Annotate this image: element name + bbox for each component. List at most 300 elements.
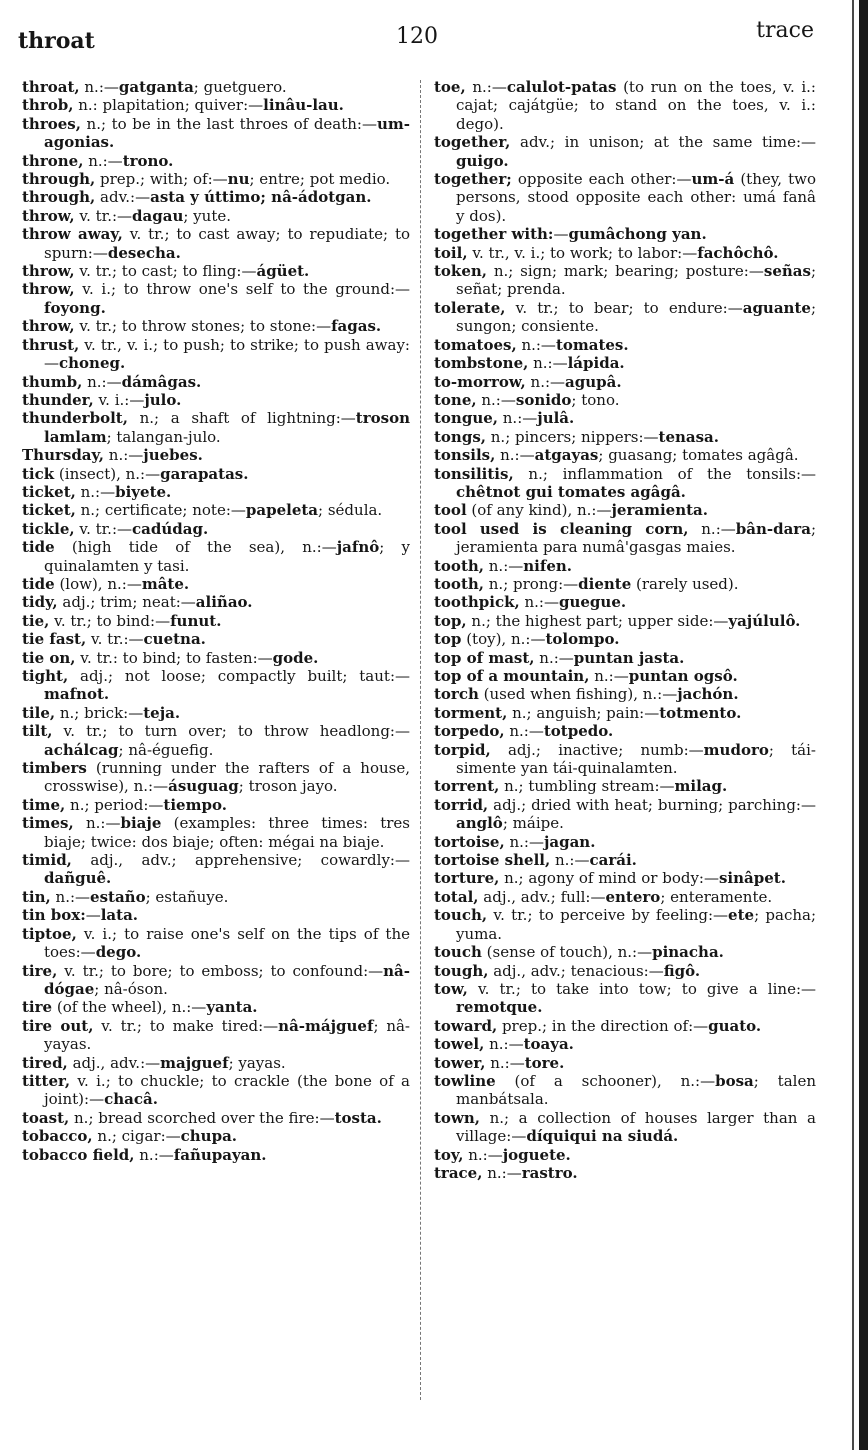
dictionary-entry: [22, 225, 410, 262]
entry-headword: throne,: [22, 151, 84, 170]
entry-equivalent: totmento.: [659, 703, 742, 722]
entry-definition: (low), n.:—: [54, 574, 142, 593]
entry-equivalent: nifen.: [523, 556, 572, 575]
dictionary-entry: [22, 262, 410, 280]
entry-equivalent: achálcag: [44, 740, 119, 759]
dictionary-entry: [22, 593, 410, 611]
entry-definition-tail: ; guetguero.: [193, 78, 287, 96]
entry-equivalent: tolompo.: [545, 630, 620, 649]
entry-definition-tail: ; y quinalamten y tasi.: [44, 538, 410, 575]
entry-definition: n.:—: [82, 372, 122, 391]
entry-headword: touch,: [434, 906, 488, 925]
entry-definition: v. tr.: to bind; to fasten:—: [75, 648, 273, 667]
entry-definition-tail: ; sédula.: [318, 501, 383, 520]
entry-definition: n.:—: [495, 446, 535, 465]
dictionary-entry: [434, 1164, 816, 1182]
dictionary-entry: [22, 630, 410, 648]
entry-equivalent: guato.: [708, 1016, 762, 1035]
entry-headword: throes,: [22, 114, 81, 133]
entry-definition-tail: ; yute.: [183, 206, 231, 225]
dictionary-entry: [22, 520, 410, 538]
dictionary-entry: [434, 501, 816, 519]
entry-definition: n.; a collection of houses larger than a village:—: [456, 1108, 816, 1146]
entry-headword: throw,: [22, 280, 75, 299]
entry-equivalent: rastro.: [521, 1163, 578, 1182]
entry-equivalent: tomates.: [555, 335, 629, 354]
dictionary-entry: [434, 409, 816, 427]
entry-definition: (of the wheel), n.:—: [52, 998, 207, 1017]
entry-equivalent: sinâpet.: [718, 869, 786, 888]
dictionary-entry: [22, 373, 410, 391]
entry-equivalent: aguante: [742, 298, 811, 317]
entry-equivalent: um-agonias.: [44, 114, 410, 152]
entry-definition: n.:—: [465, 78, 507, 96]
entry-equivalent: jafnô: [336, 538, 380, 557]
entry-equivalent: funut.: [170, 611, 222, 630]
entry-equivalent: jeramienta.: [611, 501, 708, 520]
dictionary-entry: [22, 280, 410, 317]
dictionary-entry: [22, 446, 410, 464]
entry-headword: total,: [434, 887, 479, 906]
entry-definition: n.; to be in the last throes of death:—: [80, 114, 377, 133]
entry-headword: tongs,: [434, 427, 486, 446]
dictionary-entry: [434, 428, 816, 446]
entry-definition: v. tr.:—: [74, 519, 132, 538]
entry-definition-tail: ; guasang; tomates agâgâ.: [598, 446, 799, 465]
entry-equivalent: julâ.: [537, 409, 575, 428]
entry-definition-tail: ; sungon; consiente.: [456, 298, 816, 336]
entry-headword: tire: [22, 998, 53, 1017]
entry-headword: tonsilitis,: [434, 464, 514, 483]
entry-equivalent: teja.: [143, 703, 181, 722]
entry-definition: v. tr.; to cast away; to repudiate; to spurn:—: [44, 225, 410, 262]
dictionary-entry: [22, 851, 410, 888]
dictionary-entry: [22, 704, 410, 722]
entry-definition: n.:—: [688, 519, 736, 538]
dictionary-entry: [434, 612, 816, 630]
entry-definition: n.; agony of mind or body:—: [499, 869, 719, 888]
entry-headword: tight,: [22, 667, 69, 685]
entry-equivalent: mâte.: [141, 574, 190, 593]
entry-equivalent: tore.: [524, 1053, 565, 1072]
entry-definition-tail: ; yayas.: [228, 1053, 286, 1072]
dictionary-entry: [434, 980, 816, 1017]
entry-headword: towel,: [434, 1035, 485, 1054]
entry-equivalent: gumâchong yan.: [568, 225, 707, 244]
entry-headword: tongue,: [434, 409, 498, 428]
dictionary-entry: [434, 962, 816, 980]
entry-equivalent: díquiqui na siudá.: [526, 1127, 679, 1146]
entry-definition: n.:—: [589, 667, 629, 685]
dictionary-entry: [22, 207, 410, 225]
entry-definition: (running under the rafters of a house, crosswise), n.:—: [44, 759, 410, 796]
entry-equivalent: lata.: [100, 906, 139, 925]
running-head: [18, 18, 814, 58]
dictionary-entry: [22, 115, 410, 152]
dictionary-entry: [434, 354, 816, 372]
entry-headword: tone,: [434, 390, 477, 409]
entry-definition: n.:—: [528, 354, 568, 373]
entry-definition: n.; sign; mark; bearing; posture:—: [487, 262, 764, 281]
entry-definition: n.:—: [476, 390, 516, 409]
entry-definition: v. tr.; to take into tow; to give a line:—: [467, 979, 816, 998]
dictionary-entry: [434, 520, 816, 557]
entry-headword: tool used is cleaning corn,: [434, 519, 689, 538]
entry-headword: tie on,: [22, 648, 76, 667]
entry-equivalent: mafnot.: [44, 685, 110, 704]
dictionary-entry: [434, 1072, 816, 1109]
entry-equivalent: estaño: [90, 887, 146, 906]
entry-equivalent: um-á: [691, 170, 735, 189]
entry-headword: top: [434, 630, 462, 649]
entry-definition: n.:—: [134, 1145, 174, 1164]
entry-definition: n.; the highest part; upper side:—: [466, 611, 729, 630]
entry-equivalent: dagau: [132, 206, 184, 225]
dictionary-entry: [22, 575, 410, 593]
entry-definition: v. tr., v. i.; to work; to labor:—: [467, 243, 698, 262]
entry-headword: throb,: [22, 96, 74, 115]
entry-definition: adj.; inactive; numb:—: [490, 740, 704, 759]
entry-headword: torrid,: [434, 795, 489, 814]
entry-equivalent: biaje: [120, 814, 162, 833]
entry-definition: n.; pincers; nippers:—: [486, 427, 659, 446]
entry-definition: v. tr.:—: [86, 630, 144, 649]
entry-headword: together,: [434, 133, 511, 152]
dictionary-entry: [434, 78, 816, 133]
dictionary-entry: [434, 833, 816, 851]
entry-headword: timid,: [22, 851, 72, 870]
entry-headword: tide: [22, 538, 55, 557]
dictionary-entry: [434, 262, 816, 299]
entry-definition: n.:—: [519, 593, 559, 612]
dictionary-entry: [22, 1072, 410, 1109]
entry-headword: torpid,: [434, 740, 491, 759]
dictionary-entry: [22, 188, 410, 206]
entry-definition: n.; brick:—: [55, 703, 144, 722]
dictionary-entry: [22, 796, 410, 814]
entry-headword: tolerate,: [434, 298, 506, 317]
entry-equivalent: diente: [578, 574, 632, 593]
dictionary-entry: [434, 465, 816, 502]
entry-equivalent: cadúdag.: [132, 519, 209, 538]
entry-equivalent: pinacha.: [652, 943, 724, 962]
entry-equivalent: choneg.: [59, 354, 126, 373]
entry-headword: toil,: [434, 243, 468, 262]
entry-definition: adv.:—: [95, 188, 151, 207]
entry-definition: (used when fishing), n.:—: [478, 685, 678, 704]
entry-equivalent: puntan jasta.: [573, 648, 685, 667]
entry-definition: (high tide of the sea), n.:—: [54, 538, 337, 557]
dictionary-entry: [434, 133, 816, 170]
entry-definition: adj., adv.; full:—: [478, 887, 606, 906]
dictionary-entry: [434, 685, 816, 703]
dictionary-entry: [434, 299, 816, 336]
page-number: 120: [396, 24, 438, 49]
entry-equivalent: sonido: [515, 390, 572, 409]
entry-definition: n.:—: [498, 409, 538, 428]
entry-definition: n.:—: [516, 335, 556, 354]
dictionary-entry: [22, 78, 410, 96]
entry-definition: n.:—: [104, 446, 144, 465]
entry-headword: town,: [434, 1108, 480, 1127]
entry-headword: touch: [434, 943, 482, 962]
dictionary-entry: [22, 483, 410, 501]
entry-headword: tin box:: [22, 906, 86, 925]
entry-definition: n.; certificate; note:—: [75, 501, 246, 520]
entry-definition-tail: ; talen manbátsala.: [456, 1071, 816, 1109]
entry-headword: tie,: [22, 611, 50, 630]
entry-definition-tail: ; tái-simente yan tái-quinalamten.: [456, 740, 816, 778]
entry-headword: toothpick,: [434, 593, 520, 612]
dictionary-entry: [22, 925, 410, 962]
dictionary-entry: [434, 741, 816, 778]
dictionary-entry: [22, 391, 410, 409]
entry-definition-tail: ; talangan-julo.: [106, 427, 221, 446]
entry-headword: ticket,: [22, 501, 76, 520]
entry-equivalent: mudoro: [703, 740, 769, 759]
entry-headword: throat,: [22, 78, 80, 96]
entry-definition: n.; period:—: [65, 795, 164, 814]
entry-equivalent: agupâ.: [565, 372, 622, 391]
entry-equivalent: tenasa.: [658, 427, 719, 446]
entry-headword: tonsils,: [434, 446, 496, 465]
entry-equivalent: calulot-patas: [506, 78, 617, 96]
entry-definition: n.: plapitation; quiver:—: [73, 96, 264, 115]
left-column: [22, 78, 410, 1418]
entry-headword: toward,: [434, 1016, 498, 1035]
entry-equivalent: foyong.: [44, 298, 106, 317]
dictionary-entry: [22, 962, 410, 999]
entry-headword: thunderbolt,: [22, 409, 128, 428]
dictionary-entry: [22, 667, 410, 704]
entry-equivalent: ásuguag: [168, 777, 239, 796]
entry-definition: (of any kind), n.:—: [466, 501, 612, 520]
dictionary-entry: [434, 1017, 816, 1035]
entry-definition-tail: ; señat; prenda.: [456, 262, 816, 299]
entry-definition: n.; a shaft of lightning:—: [127, 409, 356, 428]
entry-equivalent: chêtnot gui tomates agâgâ.: [456, 482, 686, 501]
entry-definition: opposite each other:—: [511, 170, 692, 189]
entry-headword: tooth,: [434, 556, 484, 575]
dictionary-entry: [22, 814, 410, 851]
entry-headword: tick: [22, 464, 55, 483]
entry-equivalent: troson lamlam: [44, 409, 410, 446]
dictionary-entry: [434, 888, 816, 906]
dictionary-entry: [434, 557, 816, 575]
entry-headword: together;: [434, 170, 512, 189]
entry-equivalent: chupa.: [180, 1127, 238, 1146]
entry-definition: v. i.; to throw one's self to the ground:—: [74, 280, 410, 299]
entry-equivalent: carái.: [589, 851, 637, 870]
entry-definition: n.:—: [79, 78, 119, 96]
dictionary-entry: [22, 998, 410, 1016]
entry-headword: tow,: [434, 979, 468, 998]
entry-headword: torment,: [434, 703, 508, 722]
dictionary-entry: [434, 906, 816, 943]
entry-definition: —: [553, 225, 569, 244]
entry-definition: v. i.; to chuckle; to crackle (the bone of a joint):—: [44, 1071, 410, 1109]
entry-equivalent: chacâ.: [104, 1090, 158, 1109]
dictionary-entry: [434, 225, 816, 243]
entry-definition: adj., adv.; apprehensive; cowardly:—: [71, 851, 410, 870]
dictionary-entry: [22, 336, 410, 373]
entry-equivalent: gatganta: [118, 78, 194, 96]
dictionary-entry: [434, 391, 816, 409]
entry-definition: v. tr.; to perceive by feeling:—: [487, 906, 729, 925]
dictionary-entry: [434, 630, 816, 648]
dictionary-entry: [22, 1054, 410, 1072]
entry-definition: n.:—: [485, 1053, 525, 1072]
entry-definition: v. tr., v. i.; to push; to strike; to push away:—: [44, 335, 410, 373]
entry-headword: tortoise shell,: [434, 851, 551, 870]
entry-headword: time,: [22, 795, 66, 814]
entry-definition: v. tr.; to make tired:—: [93, 1016, 279, 1035]
entry-equivalent: papeleta: [245, 501, 319, 520]
entry-definition: —: [85, 906, 101, 925]
entry-equivalent: remotque.: [456, 998, 543, 1017]
entry-headword: tower,: [434, 1053, 486, 1072]
entry-equivalent: figô.: [663, 961, 701, 980]
entry-equivalent: jagan.: [543, 832, 596, 851]
entry-definition: n.; cigar:—: [92, 1127, 181, 1146]
entry-definition: n.; bread scorched over the fire:—: [69, 1108, 335, 1127]
entry-definition: adj.; trim; neat:—: [57, 593, 196, 612]
entry-headword: top of a mountain,: [434, 667, 590, 685]
page-edge-rule-thin: [852, 0, 854, 1450]
entry-equivalent: tiempo.: [163, 795, 227, 814]
entry-headword: tire,: [22, 961, 58, 980]
entry-equivalent: puntan ogsô.: [628, 667, 738, 685]
entry-equivalent: ete: [728, 906, 755, 925]
dictionary-entry: [22, 759, 410, 796]
entry-headword: titter,: [22, 1071, 71, 1090]
right-column: [434, 78, 816, 1418]
dictionary-entry: [434, 943, 816, 961]
entry-definition: n.:—: [534, 648, 574, 667]
entry-equivalent: trono.: [122, 151, 174, 170]
entry-equivalent: señas: [763, 262, 811, 281]
entry-equivalent: milag.: [674, 777, 728, 796]
entry-equivalent: entero: [605, 887, 661, 906]
dictionary-entry: [434, 667, 816, 685]
dictionary-entry: [22, 649, 410, 667]
dictionary-entry: [434, 373, 816, 391]
entry-definition: v. tr.; to bear; to endure:—: [505, 298, 743, 317]
entry-equivalent: gode.: [272, 648, 319, 667]
entry-definition-tail: ; entre; pot medio.: [249, 170, 391, 189]
entry-definition-tail: ; enteramente.: [660, 887, 773, 906]
entry-headword: thunder,: [22, 390, 94, 409]
guide-word-left: throat: [18, 28, 95, 54]
entry-headword: torrent,: [434, 777, 500, 796]
dictionary-entry: [22, 1109, 410, 1127]
dictionary-entry: [434, 649, 816, 667]
entry-definition-tail: ; pacha; yuma.: [456, 906, 816, 943]
entry-headword: times,: [22, 814, 74, 833]
entry-headword: tie fast,: [22, 630, 87, 649]
entry-headword: tough,: [434, 961, 489, 980]
entry-equivalent: yanta.: [206, 998, 258, 1017]
entry-definition-tail: ; máipe.: [502, 814, 564, 833]
entry-definition: n.:—: [484, 1035, 524, 1054]
entry-headword: toe,: [434, 78, 466, 96]
entry-definition: adj., adv.; tenacious:—: [488, 961, 664, 980]
entry-headword: tickle,: [22, 519, 75, 538]
column-divider: [420, 80, 421, 1400]
dictionary-entry: [22, 1017, 410, 1054]
entry-definition: (insect), n.:—: [54, 464, 161, 483]
entry-equivalent: anglô: [456, 814, 503, 833]
entry-headword: tobacco field,: [22, 1145, 135, 1164]
dictionary-entry: [22, 1127, 410, 1145]
entry-headword: tin,: [22, 887, 51, 906]
entry-equivalent: tosta.: [334, 1108, 382, 1127]
entry-headword: tide: [22, 574, 55, 593]
entry-definition: n.:—: [73, 814, 121, 833]
entry-headword: towline: [434, 1071, 496, 1090]
entry-headword: thrust,: [22, 335, 80, 354]
dictionary-entry: [22, 465, 410, 483]
entry-equivalent: linâu-lau.: [263, 96, 344, 115]
entry-headword: top,: [434, 611, 467, 630]
dictionary-entry: [434, 1146, 816, 1164]
dictionary-entry: [22, 906, 410, 924]
entry-definition: adj.; not loose; compactly built; taut:—: [68, 667, 410, 685]
entry-headword: together with:: [434, 225, 554, 244]
entry-definition: (sense of touch), n.:—: [481, 943, 653, 962]
entry-headword: top of mast,: [434, 648, 535, 667]
entry-equivalent: joguete.: [502, 1145, 571, 1164]
entry-definition-tail: ; nâ-yayas.: [44, 1016, 410, 1054]
dictionary-entry: [22, 152, 410, 170]
entry-definition-tail: ; jeramienta para numâ'gasgas maies.: [456, 519, 816, 557]
entry-definition: n.:—: [482, 1163, 522, 1182]
entry-definition: n.; tumbling stream:—: [499, 777, 675, 796]
dictionary-entry: [434, 446, 816, 464]
entry-equivalent: dañguê.: [44, 869, 112, 888]
dictionary-entry: [434, 722, 816, 740]
dictionary-entry: [22, 409, 410, 446]
dictionary-entry: [434, 869, 816, 887]
entry-definition: v. tr.; to throw stones; to stone:—: [74, 317, 332, 336]
dictionary-entry: [22, 317, 410, 335]
entry-headword: throw,: [22, 262, 75, 281]
entry-definition: v. i.:—: [93, 390, 145, 409]
entry-equivalent: desecha.: [107, 243, 181, 262]
entry-headword: tile,: [22, 703, 56, 722]
dictionary-entry: [22, 612, 410, 630]
entry-definition-tail: ; nâ-éguefig.: [118, 740, 214, 759]
entry-headword: tire out,: [22, 1016, 94, 1035]
entry-headword: tired,: [22, 1053, 68, 1072]
entry-headword: trace,: [434, 1163, 483, 1182]
entry-headword: Thursday,: [22, 446, 105, 465]
entry-equivalent: yajúlulô.: [728, 611, 801, 630]
entry-definition: (of a schooner), n.:—: [495, 1071, 716, 1090]
dictionary-entry: [22, 170, 410, 188]
entry-equivalent: biyete.: [115, 482, 172, 501]
entry-headword: toast,: [22, 1108, 70, 1127]
entry-definition-tail: (rarely used).: [631, 574, 739, 593]
entry-definition: n.:—: [550, 851, 590, 870]
dictionary-entry: [434, 575, 816, 593]
dictionary-entry: [22, 96, 410, 114]
entry-headword: throw,: [22, 206, 75, 225]
entry-headword: tilt,: [22, 722, 53, 741]
page-edge-rule: [859, 0, 868, 1450]
dictionary-entry: [22, 538, 410, 575]
entry-equivalent: atgayas: [534, 446, 599, 465]
